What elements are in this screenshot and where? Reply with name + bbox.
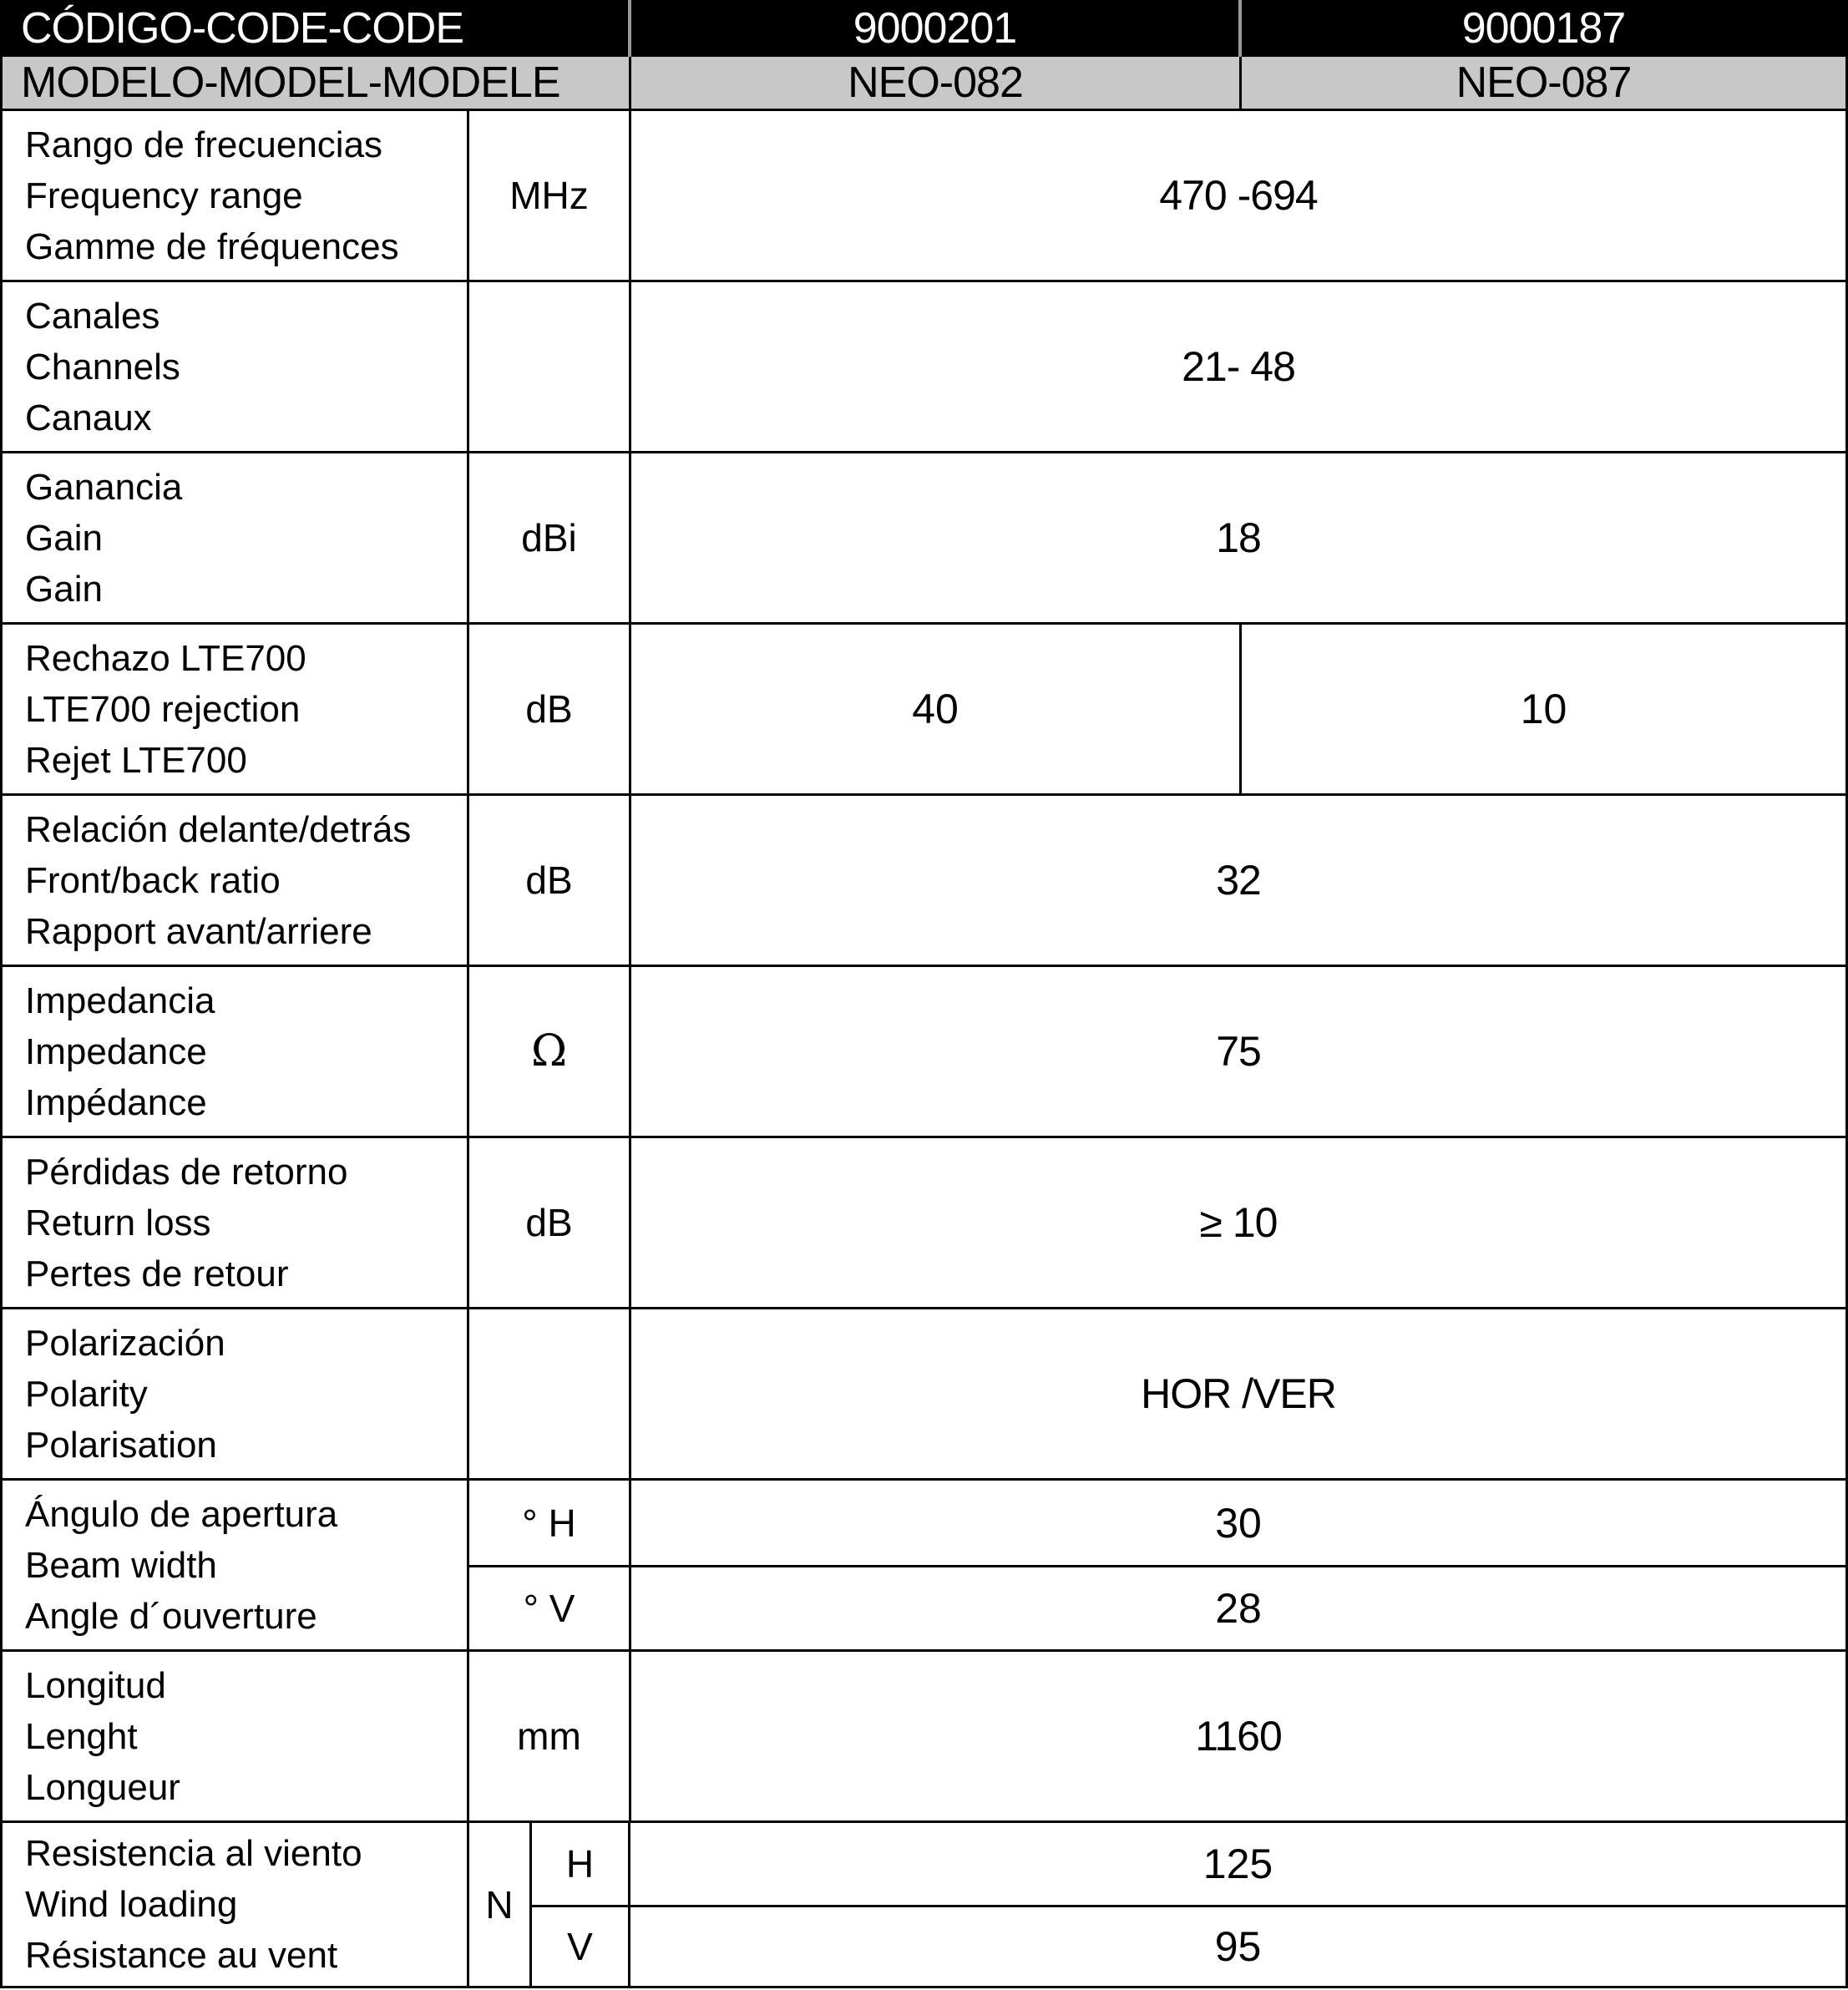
beam-v-value-cell: 28 bbox=[1215, 1585, 1262, 1633]
wind-subrows bbox=[532, 1823, 1845, 1986]
wind-unit-cell: N bbox=[469, 1823, 532, 1986]
label-en: Lenght bbox=[25, 1715, 138, 1757]
beam-width-subrows bbox=[469, 1481, 1845, 1649]
row-length bbox=[3, 1649, 1845, 1820]
impedance-label-cell bbox=[3, 967, 469, 1136]
row-gain bbox=[3, 451, 1845, 622]
model-header-label: MODELO-MODEL-MODELE bbox=[21, 58, 560, 107]
ohm-symbol: Ω bbox=[530, 1026, 568, 1076]
polarization-label-cell bbox=[3, 1309, 469, 1478]
row-frequency-range bbox=[3, 109, 1845, 280]
wind-h-axis-cell: H bbox=[532, 1823, 630, 1905]
lte700-unit-cell: dB bbox=[469, 625, 631, 793]
wind-v-row bbox=[532, 1905, 1845, 1986]
label-en: Channels bbox=[25, 346, 180, 387]
front-back-value-cell: 32 bbox=[1216, 857, 1261, 904]
label-es: Pérdidas de retorno bbox=[25, 1151, 348, 1192]
length-unit-cell: mm bbox=[469, 1652, 631, 1820]
label-en: Frequency range bbox=[25, 175, 303, 216]
code-col1-value: 9000201 bbox=[853, 4, 1017, 53]
label-fr: Pertes de retour bbox=[25, 1253, 289, 1294]
label-en: Gain bbox=[25, 517, 103, 559]
code-col1-cell bbox=[631, 0, 1242, 57]
row-return-loss bbox=[3, 1136, 1845, 1307]
label-en: Return loss bbox=[25, 1202, 211, 1243]
beam-h-value-cell: 30 bbox=[1215, 1499, 1262, 1547]
label-en: LTE700 rejection bbox=[25, 688, 301, 730]
row-wind-loading bbox=[3, 1820, 1845, 1986]
beam-v-row bbox=[469, 1565, 1845, 1649]
row-beam-width bbox=[3, 1478, 1845, 1649]
front-back-label-cell bbox=[3, 796, 469, 965]
label-fr: Longueur bbox=[25, 1766, 180, 1808]
wind-h-row bbox=[532, 1823, 1845, 1905]
polarization-unit-cell bbox=[469, 1309, 631, 1478]
lte700-value-col1: 40 bbox=[912, 686, 959, 732]
polarization-value-cell: HOR /VER bbox=[1141, 1370, 1336, 1417]
label-fr: Gamme de fréquences bbox=[25, 225, 399, 267]
label-es: Relación delante/detrás bbox=[25, 808, 412, 850]
label-es: Impedancia bbox=[25, 980, 215, 1021]
return-loss-label-cell bbox=[3, 1138, 469, 1307]
code-header-label: CÓDIGO-CODE-CODE bbox=[21, 4, 463, 53]
label-fr: Résistance au vent bbox=[25, 1935, 338, 1976]
label-es: Longitud bbox=[25, 1664, 166, 1706]
label-en: Impedance bbox=[25, 1030, 207, 1072]
code-col2-value: 9000187 bbox=[1461, 4, 1626, 53]
lte700-label-cell bbox=[3, 625, 469, 793]
row-polarization bbox=[3, 1307, 1845, 1478]
model-col2-cell bbox=[1242, 57, 1845, 109]
label-es: Ángulo de apertura bbox=[25, 1493, 338, 1535]
label-fr: Rejet LTE700 bbox=[25, 739, 247, 781]
wind-h-value-cell: 125 bbox=[1202, 1841, 1273, 1888]
label-en: Front/back ratio bbox=[25, 859, 281, 901]
code-header-row bbox=[3, 0, 1845, 57]
row-impedance bbox=[3, 965, 1845, 1136]
label-fr: Angle d´ouverture bbox=[25, 1595, 317, 1637]
impedance-unit-cell bbox=[469, 967, 631, 1136]
row-front-back-ratio bbox=[3, 793, 1845, 965]
beam-h-row bbox=[469, 1481, 1845, 1565]
wind-v-axis-cell: V bbox=[532, 1907, 630, 1986]
code-col2-cell bbox=[1242, 0, 1845, 57]
beam-h-unit-cell: ° H bbox=[469, 1481, 631, 1565]
label-es: Ganancia bbox=[25, 466, 183, 508]
length-label-cell bbox=[3, 1652, 469, 1820]
label-es: Resistencia al viento bbox=[25, 1833, 362, 1874]
label-en: Beam width bbox=[25, 1544, 217, 1586]
beam-width-label-cell bbox=[3, 1481, 469, 1649]
label-en: Polarity bbox=[25, 1373, 148, 1415]
front-back-unit-cell: dB bbox=[469, 796, 631, 965]
return-loss-value-cell: ≥ 10 bbox=[1199, 1199, 1278, 1246]
beam-v-unit-cell: ° V bbox=[469, 1567, 631, 1649]
label-fr: Gain bbox=[25, 568, 103, 610]
gain-unit-cell: dBi bbox=[469, 453, 631, 622]
row-channels bbox=[3, 280, 1845, 451]
model-col1-value: NEO-082 bbox=[848, 58, 1023, 107]
impedance-value-cell: 75 bbox=[1216, 1028, 1261, 1075]
label-fr: Impédance bbox=[25, 1081, 207, 1123]
label-fr: Polarisation bbox=[25, 1424, 217, 1466]
label-es: Polarización bbox=[25, 1322, 225, 1364]
label-es: Canales bbox=[25, 295, 160, 337]
frequency-unit-cell: MHz bbox=[469, 111, 631, 280]
channels-label-cell bbox=[3, 282, 469, 451]
code-header-label-cell bbox=[3, 0, 631, 57]
model-col1-cell bbox=[631, 57, 1242, 109]
row-lte700-rejection bbox=[3, 622, 1845, 793]
frequency-label-cell bbox=[3, 111, 469, 280]
length-value-cell: 1160 bbox=[1195, 1713, 1282, 1760]
model-header-row bbox=[3, 57, 1845, 109]
label-fr: Canaux bbox=[25, 397, 152, 438]
gain-label-cell bbox=[3, 453, 469, 622]
gain-value-cell: 18 bbox=[1216, 514, 1261, 561]
label-fr: Rapport avant/arriere bbox=[25, 910, 372, 952]
return-loss-unit-cell: dB bbox=[469, 1138, 631, 1307]
wind-label-cell bbox=[3, 1823, 469, 1986]
model-header-label-cell bbox=[3, 57, 631, 109]
label-es: Rango de frecuencias bbox=[25, 124, 383, 165]
channels-value-cell: 21- 48 bbox=[1182, 343, 1295, 390]
model-col2-value: NEO-087 bbox=[1456, 58, 1632, 107]
wind-v-value-cell: 95 bbox=[1214, 1923, 1262, 1971]
channels-unit-cell bbox=[469, 282, 631, 451]
label-en: Wind loading bbox=[25, 1884, 238, 1925]
label-es: Rechazo LTE700 bbox=[25, 637, 306, 679]
frequency-value-cell: 470 -694 bbox=[1159, 172, 1318, 219]
lte700-value-col2: 10 bbox=[1239, 625, 1845, 793]
